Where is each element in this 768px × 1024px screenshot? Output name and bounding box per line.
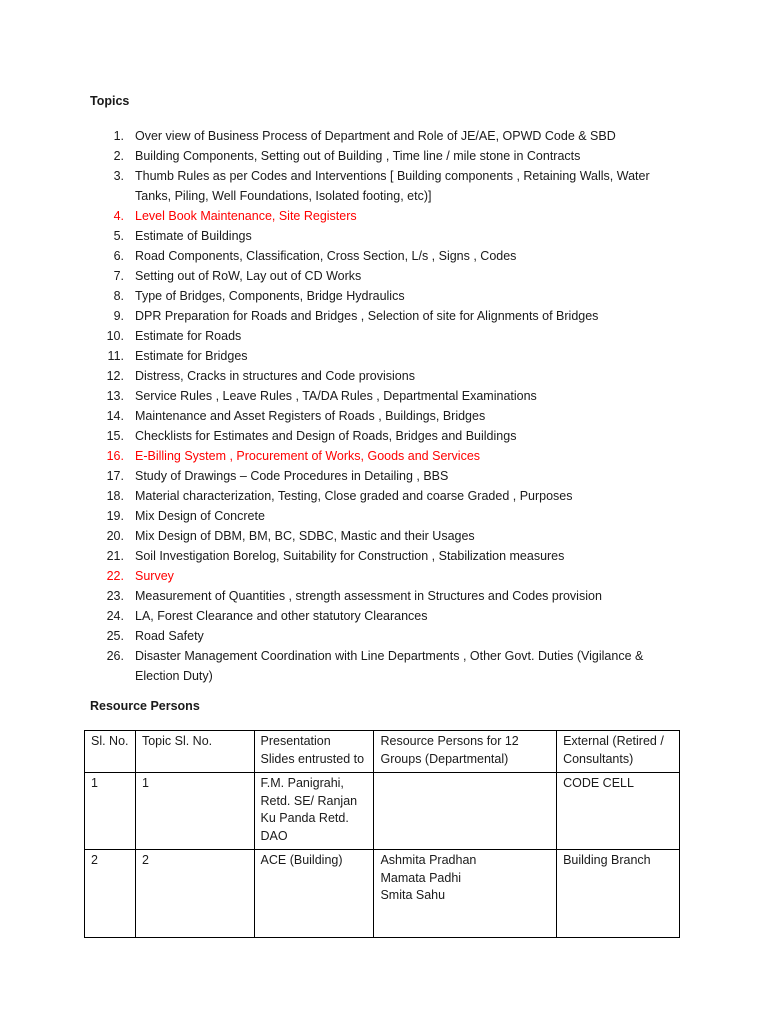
topic-item xyxy=(100,246,670,266)
topic-number: 17. xyxy=(106,469,124,483)
cell-topic-sl-no: 1 xyxy=(135,773,254,850)
topic-text: Survey xyxy=(135,569,174,583)
topic-number: 18. xyxy=(106,489,124,503)
topic-text: Mix Design of Concrete xyxy=(135,509,265,523)
topic-number: 25. xyxy=(106,629,124,643)
topic-text: Soil Investigation Borelog, Suitability for Construction , Stabilization measures xyxy=(135,549,565,563)
topic-item xyxy=(100,406,670,426)
topic-number: 4. xyxy=(113,209,124,223)
topic-text: Measurement of Quantities , strength assessment in Structures and Codes provision xyxy=(135,589,602,603)
topic-text: Checklists for Estimates and Design of Roads, Bridges and Buildings xyxy=(135,429,517,443)
topic-item xyxy=(100,226,670,246)
topic-text: Maintenance and Asset Registers of Roads , Buildings, Bridges xyxy=(135,409,486,423)
topic-number: 6. xyxy=(113,249,124,263)
header-sl-no: Sl. No. xyxy=(85,731,136,773)
topic-item xyxy=(100,286,670,306)
topic-item xyxy=(100,446,670,466)
topic-item xyxy=(100,646,670,686)
topic-text: Disaster Management Coordination with Line Departments , Other Govt. Duties (Vigilance & Election Duty) xyxy=(135,649,644,683)
topic-number: 7. xyxy=(113,269,124,283)
topic-number: 19. xyxy=(106,509,124,523)
topic-text: Mix Design of DBM, BM, BC, SDBC, Mastic and their Usages xyxy=(135,529,475,543)
topic-number: 12. xyxy=(106,369,124,383)
topic-number: 11. xyxy=(107,349,124,363)
topic-item xyxy=(100,546,670,566)
topic-item xyxy=(100,386,670,406)
resource-persons-table xyxy=(84,730,680,938)
resource-persons-heading: Resource Persons xyxy=(90,699,200,713)
topic-number: 5. xyxy=(113,229,124,243)
cell-external: Building Branch xyxy=(557,850,680,938)
topic-number: 21. xyxy=(106,549,124,563)
topic-text: Estimate for Bridges xyxy=(135,349,248,363)
topic-number: 14. xyxy=(106,409,124,423)
topic-list xyxy=(100,126,670,686)
topic-number: 16. xyxy=(106,449,124,463)
topic-number: 3. xyxy=(113,169,124,183)
topic-number: 20. xyxy=(106,529,124,543)
cell-presentation: F.M. Panigrahi, Retd. SE/ Ranjan Ku Panda Retd. DAO xyxy=(254,773,374,850)
topic-item xyxy=(100,526,670,546)
cell-presentation: ACE (Building) xyxy=(254,850,374,938)
topic-text: DPR Preparation for Roads and Bridges , Selection of site for Alignments of Bridges xyxy=(135,309,599,323)
header-topic-sl-no: Topic Sl. No. xyxy=(135,731,254,773)
topic-number: 26. xyxy=(106,649,124,663)
topic-item xyxy=(100,626,670,646)
topic-item xyxy=(100,326,670,346)
topic-item xyxy=(100,506,670,526)
topic-number: 13. xyxy=(106,389,124,403)
cell-sl-no: 2 xyxy=(85,850,136,938)
cell-topic-sl-no: 2 xyxy=(135,850,254,938)
header-external: External (Retired / Consultants) xyxy=(557,731,680,773)
topic-text: E-Billing System , Procurement of Works, Goods and Services xyxy=(135,449,481,463)
topic-number: 24. xyxy=(106,609,124,623)
topic-text: Thumb Rules as per Codes and Interventions [ Building components , Retaining Walls, Water Tanks, Piling, Well Foundations, Isolated footing, etc)] xyxy=(135,169,650,203)
topic-text: Level Book Maintenance, Site Registers xyxy=(135,209,357,223)
header-presentation: Presentation Slides entrusted to xyxy=(254,731,374,773)
cell-sl-no: 1 xyxy=(85,773,136,850)
topic-item xyxy=(100,266,670,286)
topic-text: Estimate for Roads xyxy=(135,329,242,343)
cell-external: CODE CELL xyxy=(557,773,680,850)
topic-item xyxy=(100,586,670,606)
topics-heading: Topics xyxy=(90,94,130,108)
topic-number: 2. xyxy=(113,149,124,163)
topic-item xyxy=(100,466,670,486)
topic-text: Service Rules , Leave Rules , TA/DA Rules , Departmental Examinations xyxy=(135,389,537,403)
topic-item xyxy=(100,606,670,626)
topic-number: 9. xyxy=(113,309,124,323)
topic-text: Road Components, Classification, Cross Section, L/s , Signs , Codes xyxy=(135,249,517,263)
topic-number: 22. xyxy=(106,569,124,583)
topic-item xyxy=(100,306,670,326)
topic-item xyxy=(100,566,670,586)
topic-text: Estimate of Buildings xyxy=(135,229,252,243)
topic-item xyxy=(100,146,670,166)
topic-text: Setting out of RoW, Lay out of CD Works xyxy=(135,269,362,283)
header-resource-groups: Resource Persons for 12 Groups (Departmental) xyxy=(374,731,557,773)
topic-text: LA, Forest Clearance and other statutory Clearances xyxy=(135,609,428,623)
topic-text: Material characterization, Testing, Close graded and coarse Graded , Purposes xyxy=(135,489,573,503)
topic-item xyxy=(100,126,670,146)
topic-number: 15. xyxy=(106,429,124,443)
table-row xyxy=(85,773,680,850)
topic-text: Building Components, Setting out of Building , Time line / mile stone in Contracts xyxy=(135,149,581,163)
topic-item xyxy=(100,366,670,386)
topic-number: 1. xyxy=(113,129,124,143)
topic-number: 10. xyxy=(106,329,124,343)
cell-resource-groups: Ashmita Pradhan Mamata Padhi Smita Sahu xyxy=(374,850,557,938)
topic-text: Study of Drawings – Code Procedures in Detailing , BBS xyxy=(135,469,449,483)
topic-item xyxy=(100,486,670,506)
topic-text: Type of Bridges, Components, Bridge Hydraulics xyxy=(135,289,405,303)
topic-number: 23. xyxy=(106,589,124,603)
topic-text: Over view of Business Process of Department and Role of JE/AE, OPWD Code & SBD xyxy=(135,129,616,143)
topic-text: Distress, Cracks in structures and Code provisions xyxy=(135,369,415,383)
topic-item xyxy=(100,346,670,366)
topic-item xyxy=(100,426,670,446)
cell-resource-groups xyxy=(374,773,557,850)
topic-number: 8. xyxy=(113,289,124,303)
topic-item xyxy=(100,206,670,226)
table-header-row xyxy=(85,731,680,773)
table-row xyxy=(85,850,680,938)
topic-item xyxy=(100,166,670,206)
topic-text: Road Safety xyxy=(135,629,204,643)
